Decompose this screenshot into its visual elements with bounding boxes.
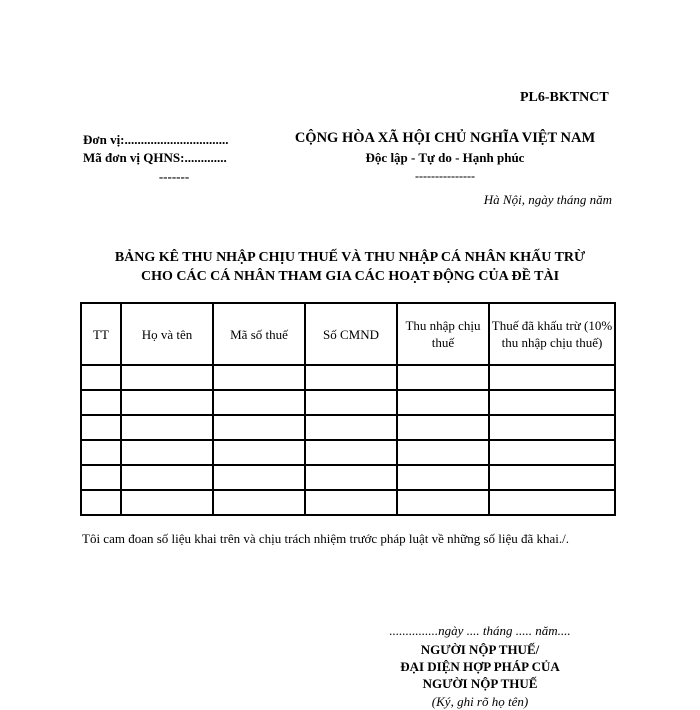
table-cell[interactable] xyxy=(397,390,489,415)
table-cell[interactable] xyxy=(489,465,615,490)
nation-title: CỘNG HÒA XÃ HỘI CHỦ NGHĨA VIỆT NAM xyxy=(294,130,596,146)
table-cell[interactable] xyxy=(305,390,397,415)
table-cell[interactable] xyxy=(305,415,397,440)
right-divider: --------------- xyxy=(415,169,475,183)
table-cell[interactable] xyxy=(81,465,121,490)
header-id-number: Số CMND xyxy=(305,303,397,365)
signer-title-line-3: NGƯỜI NỘP THUẾ xyxy=(422,676,538,691)
table-cell[interactable] xyxy=(305,440,397,465)
table-cell[interactable] xyxy=(81,415,121,440)
table-cell[interactable] xyxy=(121,490,213,515)
table-cell[interactable] xyxy=(213,465,305,490)
header-full-name: Họ và tên xyxy=(121,303,213,365)
table-cell[interactable] xyxy=(213,440,305,465)
unit-line: Đơn vị:................................ xyxy=(83,132,229,147)
table-row xyxy=(81,415,615,440)
table-cell[interactable] xyxy=(213,415,305,440)
table-cell[interactable] xyxy=(121,415,213,440)
date-place: Hà Nội, ngày tháng năm xyxy=(483,192,612,207)
table-header-row xyxy=(81,303,615,365)
table-cell[interactable] xyxy=(121,390,213,415)
table-cell[interactable] xyxy=(305,490,397,515)
table-cell[interactable] xyxy=(121,365,213,390)
table-cell[interactable] xyxy=(121,465,213,490)
table-cell[interactable] xyxy=(81,390,121,415)
table-row xyxy=(81,390,615,415)
signature-date-line: ...............ngày .... tháng ..... năm.... xyxy=(389,623,571,638)
document-title-line-2: CHO CÁC CÁ NHÂN THAM GIA CÁC HOẠT ĐỘNG CỦA ĐỀ TÀI xyxy=(140,269,560,284)
table-cell[interactable] xyxy=(489,440,615,465)
table-cell[interactable] xyxy=(305,365,397,390)
left-divider: ------- xyxy=(158,169,190,184)
table-cell[interactable] xyxy=(489,390,615,415)
motto: Độc lập - Tự do - Hạnh phúc xyxy=(365,150,525,165)
table-row xyxy=(81,490,615,515)
signer-title-line-1: NGƯỜI NỘP THUẾ/ xyxy=(420,642,540,657)
header-taxable-income: Thu nhập chịu thuế xyxy=(397,303,489,365)
unit-code-line: Mã đơn vị QHNS:............. xyxy=(83,150,227,165)
table-cell[interactable] xyxy=(489,490,615,515)
signature-note: (Ký, ghi rõ họ tên) xyxy=(431,694,529,709)
table-cell[interactable] xyxy=(81,440,121,465)
table-row xyxy=(81,465,615,490)
header-tt: TT xyxy=(81,303,121,365)
table-cell[interactable] xyxy=(213,490,305,515)
table-cell[interactable] xyxy=(397,415,489,440)
table-cell[interactable] xyxy=(81,365,121,390)
table-row xyxy=(81,365,615,390)
table-cell[interactable] xyxy=(397,365,489,390)
table-cell[interactable] xyxy=(121,440,213,465)
table-cell[interactable] xyxy=(489,415,615,440)
header-tax-code: Mã số thuế xyxy=(213,303,305,365)
income-table xyxy=(80,302,616,516)
table-cell[interactable] xyxy=(81,490,121,515)
table-cell[interactable] xyxy=(213,365,305,390)
table-cell[interactable] xyxy=(397,465,489,490)
document-title-line-1: BẢNG KÊ THU NHẬP CHỊU THUẾ VÀ THU NHẬP CÁ NHÂN KHẤU TRỪ xyxy=(114,250,586,265)
header-tax-withheld: Thuế đã khấu trừ (10% thu nhập chịu thuế) xyxy=(489,303,615,365)
table-cell[interactable] xyxy=(213,390,305,415)
table-cell[interactable] xyxy=(397,440,489,465)
declaration-text: Tôi cam đoan số liệu khai trên và chịu trách nhiệm trước pháp luật về những số liệu đã khai./. xyxy=(82,531,570,546)
table-cell[interactable] xyxy=(397,490,489,515)
table-cell[interactable] xyxy=(489,365,615,390)
signer-title-line-2: ĐẠI DIỆN HỢP PHÁP CỦA xyxy=(400,659,560,674)
form-code: PL6-BKTNCT xyxy=(520,90,609,105)
table-row xyxy=(81,440,615,465)
table-cell[interactable] xyxy=(305,465,397,490)
